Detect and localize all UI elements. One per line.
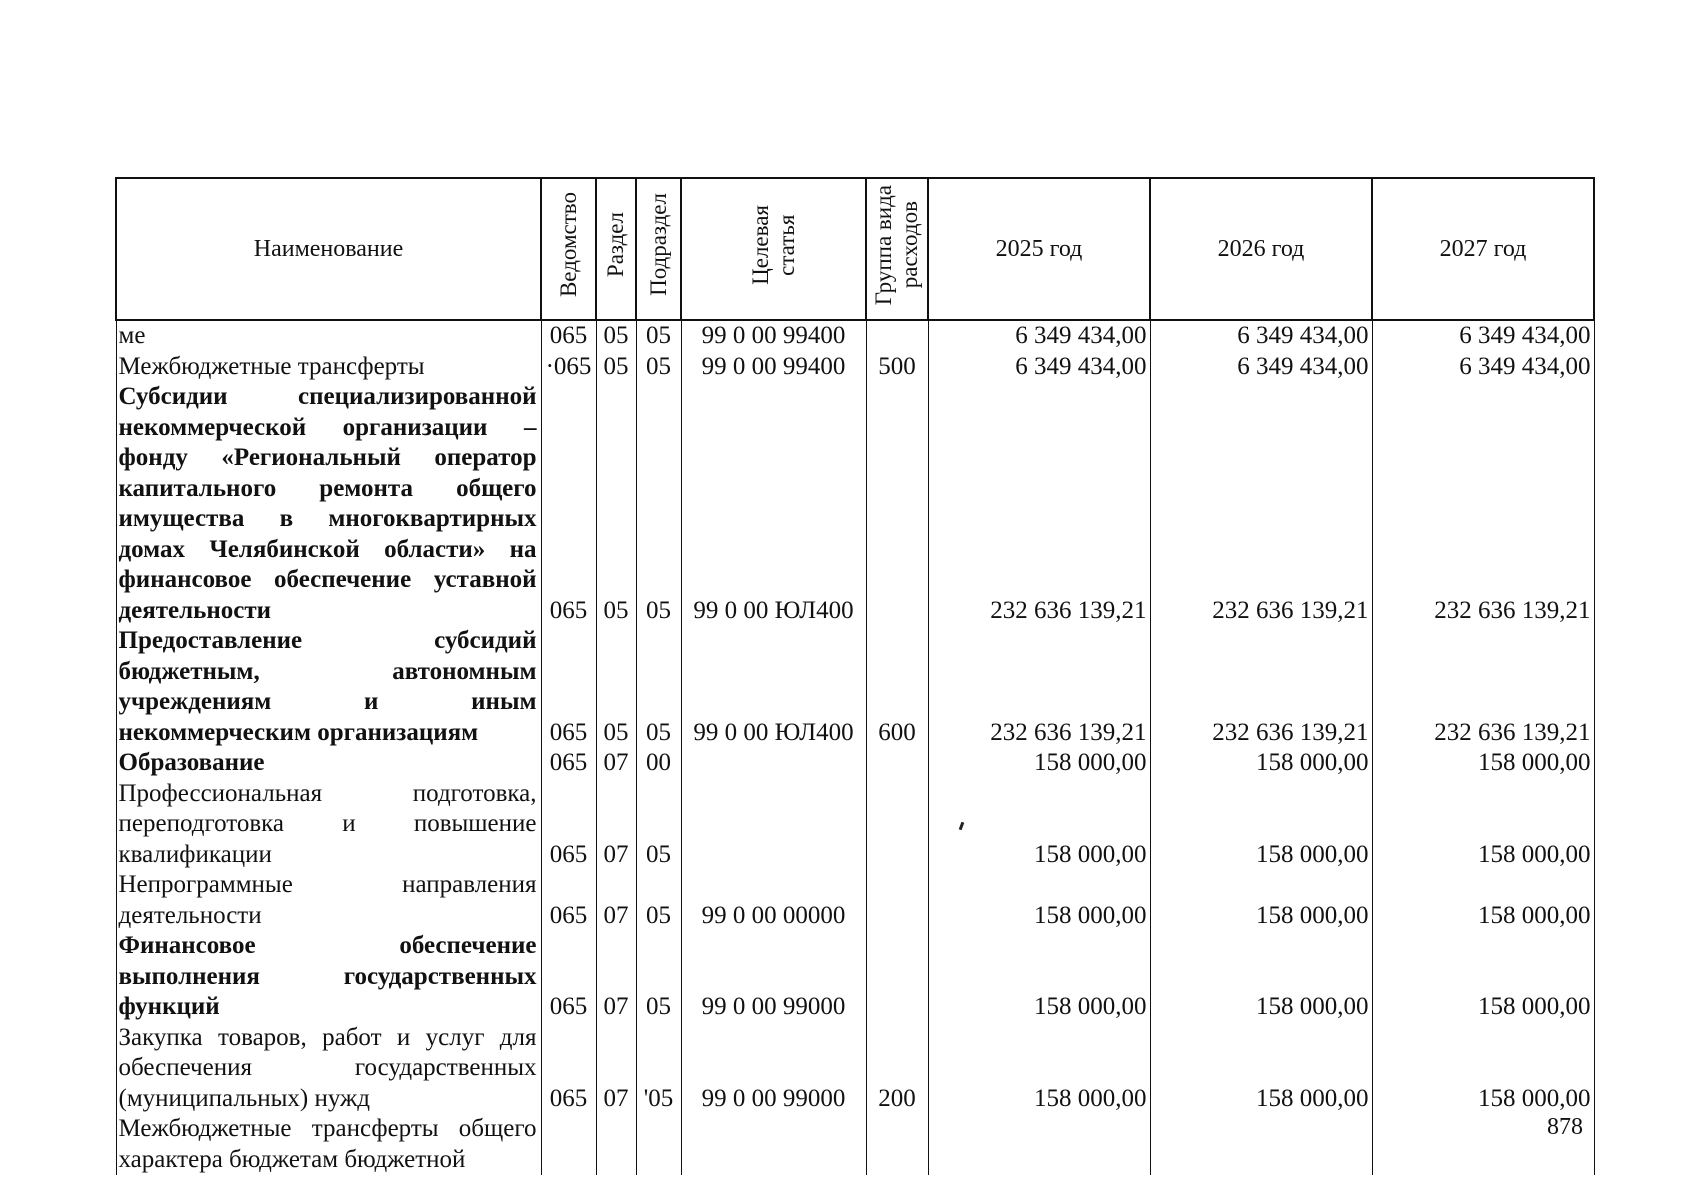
row-tselevaya-statya-cell: 99 0 00 99400 (681, 352, 866, 383)
table-row (116, 779, 1594, 871)
row-2027-amount-cell: 158 000,00 (1372, 1023, 1594, 1115)
row-vedomstvo-cell: ·065 (541, 352, 596, 383)
row-podrazdel-cell: 05 (636, 779, 681, 871)
row-podrazdel-cell: 05 (636, 870, 681, 931)
row-2025-amount-cell: 6 349 434,00 (928, 320, 1150, 352)
row-name-cell: Образование (116, 748, 541, 779)
row-tselevaya-statya-cell: 99 0 00 ЮЛ400 (681, 626, 866, 748)
row-gruppa-vida-cell (866, 320, 928, 352)
table-row (116, 1114, 1594, 1175)
table-row (116, 870, 1594, 931)
page-number: 878 (1547, 1114, 1583, 1140)
row-podrazdel-cell: 05 (636, 352, 681, 383)
row-gruppa-vida-cell (866, 748, 928, 779)
row-tselevaya-statya-cell: 99 0 00 ЮЛ400 (681, 382, 866, 626)
row-2027-amount-cell: 232 636 139,21 (1372, 626, 1594, 748)
row-gruppa-vida-cell: 600 (866, 626, 928, 748)
row-razdel-cell: 07 (596, 870, 636, 931)
row-razdel-cell: 07 (596, 931, 636, 1023)
table-row (116, 382, 1594, 626)
header-gruppa-vida-rashodov: Группа вида расходов (866, 178, 928, 320)
row-gruppa-vida-cell: 200 (866, 1023, 928, 1115)
header-razdel: Раздел (596, 178, 636, 320)
row-vedomstvo-cell: 065 (541, 748, 596, 779)
row-name-cell: Межбюджетные трансферты (116, 352, 541, 383)
row-razdel-cell: 05 (596, 626, 636, 748)
row-tselevaya-statya-cell: 99 0 00 99400 (681, 320, 866, 352)
row-vedomstvo-cell: 065 (541, 779, 596, 871)
table-row (116, 748, 1594, 779)
row-podrazdel-cell: 05 (636, 382, 681, 626)
row-2026-amount-cell: 232 636 139,21 (1150, 382, 1372, 626)
row-2025-amount-cell: 232 636 139,21 (928, 382, 1150, 626)
row-razdel-cell (596, 1114, 636, 1175)
row-2025-amount-cell: 232 636 139,21 (928, 626, 1150, 748)
row-gruppa-vida-cell (866, 1114, 928, 1175)
row-razdel-cell: 07 (596, 748, 636, 779)
row-2025-amount-cell: 158 000,00 (928, 748, 1150, 779)
row-tselevaya-statya-cell (681, 1114, 866, 1175)
header-podrazdel: Подраздел (636, 178, 681, 320)
row-gruppa-vida-cell (866, 779, 928, 871)
row-2026-amount-cell: 158 000,00 (1150, 779, 1372, 871)
row-vedomstvo-cell: 065 (541, 870, 596, 931)
row-2026-amount-cell: 158 000,00 (1150, 870, 1372, 931)
row-gruppa-vida-cell: 500 (866, 352, 928, 383)
row-podrazdel-cell: '05 (636, 1023, 681, 1115)
row-2026-amount-cell: 6 349 434,00 (1150, 352, 1372, 383)
table-row (116, 352, 1594, 383)
row-vedomstvo-cell: 065 (541, 320, 596, 352)
row-podrazdel-cell: 05 (636, 626, 681, 748)
row-2027-amount-cell: 232 636 139,21 (1372, 382, 1594, 626)
row-2027-amount-cell: 158 000,00 (1372, 870, 1594, 931)
table-row (116, 626, 1594, 748)
row-name-cell: Закупка товаров, работ и услуг для обеспечения государственных (муниципальных) нужд (116, 1023, 541, 1115)
row-razdel-cell: 07 (596, 779, 636, 871)
row-2026-amount-cell: 158 000,00 (1150, 748, 1372, 779)
row-name-cell: Межбюджетные трансферты общего характера бюджетам бюджетной (116, 1114, 541, 1175)
header-year-2026: 2026 год (1150, 178, 1372, 320)
row-vedomstvo-cell (541, 1114, 596, 1175)
header-tselevaya-statya: Целевая статья (681, 178, 866, 320)
row-razdel-cell: 05 (596, 320, 636, 352)
row-vedomstvo-cell: 065 (541, 626, 596, 748)
row-2026-amount-cell: 158 000,00 (1150, 931, 1372, 1023)
row-gruppa-vida-cell (866, 870, 928, 931)
row-podrazdel-cell: 05 (636, 931, 681, 1023)
row-2027-amount-cell: 6 349 434,00 (1372, 320, 1594, 352)
row-2025-amount-cell: 158 000,00 (928, 931, 1150, 1023)
row-2026-amount-cell: 158 000,00 (1150, 1023, 1372, 1115)
row-podrazdel-cell: 00 (636, 748, 681, 779)
header-vedomstvo: Ведомство (541, 178, 596, 320)
row-tselevaya-statya-cell: 99 0 00 99000 (681, 931, 866, 1023)
row-name-cell: Субсидии специализированной некоммерческой организации – фонду «Региональный оператор капитального ремонта общего имущества в многоквартирных домах Челябинской области» на финансовое обеспечение уставной деятельности (116, 382, 541, 626)
row-2027-amount-cell: 158 000,00 (1372, 931, 1594, 1023)
table-header-row (116, 178, 1594, 320)
header-name: Наименование (116, 178, 541, 320)
table-row (116, 931, 1594, 1023)
row-2025-amount-cell: 158 000,00 (928, 1023, 1150, 1115)
row-2025-amount-cell: 158 000,00 (928, 779, 1150, 871)
row-name-cell: Финансовое обеспечение выполнения государственных функций (116, 931, 541, 1023)
row-razdel-cell: 05 (596, 382, 636, 626)
row-vedomstvo-cell: 065 (541, 382, 596, 626)
row-tselevaya-statya-cell (681, 779, 866, 871)
row-2026-amount-cell: 6 349 434,00 (1150, 320, 1372, 352)
budget-table (115, 177, 1595, 1175)
row-vedomstvo-cell: 065 (541, 931, 596, 1023)
row-gruppa-vida-cell (866, 931, 928, 1023)
table-row (116, 320, 1594, 352)
row-2027-amount-cell: 158 000,00 (1372, 748, 1594, 779)
row-tselevaya-statya-cell (681, 748, 866, 779)
row-2027-amount-cell: 6 349 434,00 (1372, 352, 1594, 383)
row-2025-amount-cell (928, 1114, 1150, 1175)
row-name-cell: Предоставление субсидий бюджетным, автономным учреждениям и иным некоммерческим организациям (116, 626, 541, 748)
row-razdel-cell: 07 (596, 1023, 636, 1115)
row-tselevaya-statya-cell: 99 0 00 99000 (681, 1023, 866, 1115)
row-2026-amount-cell: 232 636 139,21 (1150, 626, 1372, 748)
row-gruppa-vida-cell (866, 382, 928, 626)
row-2026-amount-cell (1150, 1114, 1372, 1175)
row-podrazdel-cell: 05 (636, 320, 681, 352)
header-year-2025: 2025 год (928, 178, 1150, 320)
row-name-cell: Непрограммные направления деятельности (116, 870, 541, 931)
row-2025-amount-cell: 158 000,00 (928, 870, 1150, 931)
row-name-cell: ме (116, 320, 541, 352)
row-podrazdel-cell (636, 1114, 681, 1175)
row-razdel-cell: 05 (596, 352, 636, 383)
row-tselevaya-statya-cell: 99 0 00 00000 (681, 870, 866, 931)
table-body (116, 320, 1594, 1175)
row-vedomstvo-cell: 065 (541, 1023, 596, 1115)
table-row (116, 1023, 1594, 1115)
row-2025-amount-cell: 6 349 434,00 (928, 352, 1150, 383)
header-year-2027: 2027 год (1372, 178, 1594, 320)
row-name-cell: Профессиональная подготовка, переподготовка и повышение квалификации (116, 779, 541, 871)
row-2027-amount-cell: 158 000,00 (1372, 779, 1594, 871)
